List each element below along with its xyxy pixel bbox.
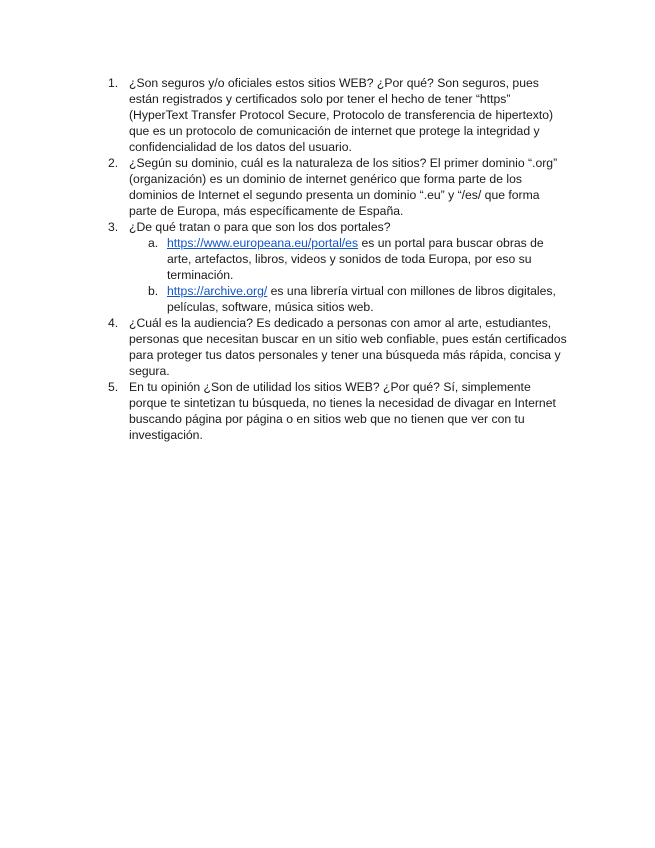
item-text: ¿Según su dominio, cuál es la naturaleza de los sitios? El primer dominio “.org” (organización) es un dominio de internet genérico que forma parte de los dominios de Internet el segundo presenta un dominio “.eu” y “/es/ que forma parte de Europa, más específicamente de España.: [129, 156, 558, 218]
sub-list: [129, 235, 568, 315]
sub-item-text: es una librería virtual con millones de libros digitales, películas, software, música sitios web.: [167, 284, 556, 314]
item-text: ¿De qué tratan o para que son los dos portales?: [129, 220, 391, 234]
item-text: ¿Son seguros y/o oficiales estos sitios WEB? ¿Por qué? Son seguros, pues están registrados y certificados solo por tener el hecho de tener “https” (HyperText Transfer Protocol Secure, Protocolo de transferencia de hipertexto) que es un protocolo de comunicación de internet que protege la integridad y confidencialidad de los datos del usuario.: [129, 76, 554, 154]
list-item-2: [108, 155, 568, 219]
europeana-link[interactable]: https://www.europeana.eu/portal/es: [167, 236, 359, 250]
item-text: En tu opinión ¿Son de utilidad los sitios WEB? ¿Por qué? Sí, simplemente porque te sintetizan tu búsqueda, no tienes la necesidad de divagar en Internet buscando página por página o en sitios web que no tienen que ver con tu investigación.: [129, 380, 556, 442]
list-item-5: [108, 379, 568, 443]
item-number: 5.: [108, 380, 119, 394]
document-body: [108, 75, 568, 443]
list-item-1: [108, 75, 568, 155]
sub-item-letter: a.: [148, 236, 159, 250]
sub-item-b: [129, 283, 568, 315]
item-number: 1.: [108, 76, 119, 90]
item-number: 4.: [108, 316, 119, 330]
item-number: 3.: [108, 220, 119, 234]
sub-item-letter: b.: [148, 284, 159, 298]
item-number: 2.: [108, 156, 119, 170]
sub-item-a: [129, 235, 568, 283]
question-list: [108, 75, 568, 443]
archive-link[interactable]: https://archive.org/: [167, 284, 268, 298]
sub-item-text: es un portal para buscar obras de arte, artefactos, libros, videos y sonidos de toda Europa, por eso su terminación.: [167, 236, 544, 282]
list-item-4: [108, 315, 568, 379]
list-item-3: [108, 219, 568, 315]
item-text: ¿Cuál es la audiencia? Es dedicado a personas con amor al arte, estudiantes, personas que necesitan buscar en un sitio web confiable, pues están certificados para proteger tus datos personales y tener una búsqueda más rápida, concisa y segura.: [129, 316, 567, 378]
